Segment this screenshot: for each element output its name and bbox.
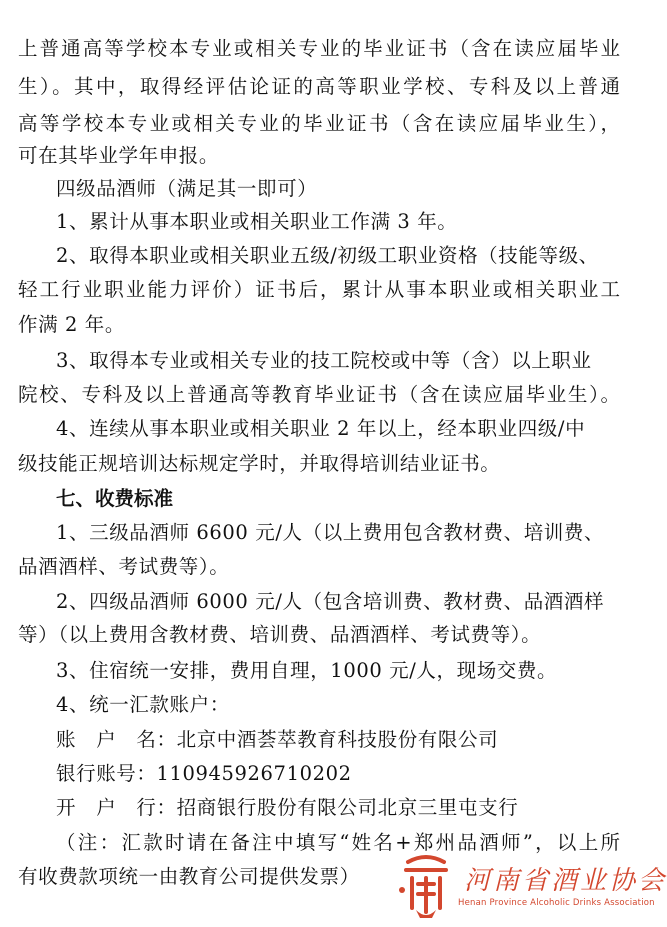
list-item: 3、取得本专业或相关专业的技工院校或中等（含）以上职业 <box>56 349 592 372</box>
logo-english: Henan Province Alcoholic Drinks Association <box>458 898 655 908</box>
text-line: 高等学校本专业或相关专业的毕业证书（含在读应届毕业生）， <box>18 112 620 135</box>
section-heading: 七、收费标准 <box>56 487 174 510</box>
text-line: 院校、专科及以上普通高等教育毕业证书（含在读应届毕业生）。 <box>18 383 620 406</box>
association-logo <box>398 850 667 920</box>
account-name: 账 户 名：北京中酒荟萃教育科技股份有限公司 <box>56 728 499 751</box>
list-item: 3、住宿统一安排，费用自理，1000 元/人，现场交费。 <box>56 659 558 682</box>
text-line: 生）。其中，取得经评估论证的高等职业学校、专科及以上普通 <box>18 75 620 98</box>
text-line: 作满 2 年。 <box>18 313 126 336</box>
list-item: 2、取得本职业或相关职业五级/初级工职业资格（技能等级、 <box>56 244 599 267</box>
wine-vessel-icon <box>398 850 454 920</box>
text-line: 可在其毕业学年申报。 <box>18 144 220 167</box>
list-item: 1、累计从事本职业或相关职业工作满 3 年。 <box>56 210 458 233</box>
text-line: 上普通高等学校本专业或相关专业的毕业证书（含在读应届毕业 <box>18 37 620 60</box>
account-number: 银行账号：110945926710202 <box>56 762 352 785</box>
note-line: 有收费款项统一由教育公司提供发票） <box>18 865 360 888</box>
list-item: 2、四级品酒师 6000 元/人（包含培训费、教材费、品酒酒样 <box>56 590 605 613</box>
subheading: 四级品酒师（满足其一即可） <box>56 177 318 200</box>
list-item: 4、统一汇款账户： <box>56 693 230 716</box>
text-line: 等）（以上费用含教材费、培训费、品酒酒样、考试费等）。 <box>18 623 542 646</box>
note-line: （注：汇款时请在备注中填写“姓名+郑州品酒师”，以上所 <box>56 831 620 854</box>
text-line: 品酒酒样、考试费等）。 <box>18 555 230 578</box>
text-line: 轻工行业职业能力评价）证书后，累计从事本职业或相关职业工 <box>18 278 620 301</box>
list-item: 1、三级品酒师 6600 元/人（以上费用包含教材费、培训费、 <box>56 521 605 544</box>
text-line: 级技能正规培训达标规定学时，并取得培训结业证书。 <box>18 452 501 475</box>
account-bank: 开 户 行：招商银行股份有限公司北京三里屯支行 <box>56 796 519 819</box>
logo-name: 河南省酒业协会 <box>464 866 667 896</box>
list-item: 4、连续从事本职业或相关职业 2 年以上，经本职业四级/中 <box>56 417 586 440</box>
